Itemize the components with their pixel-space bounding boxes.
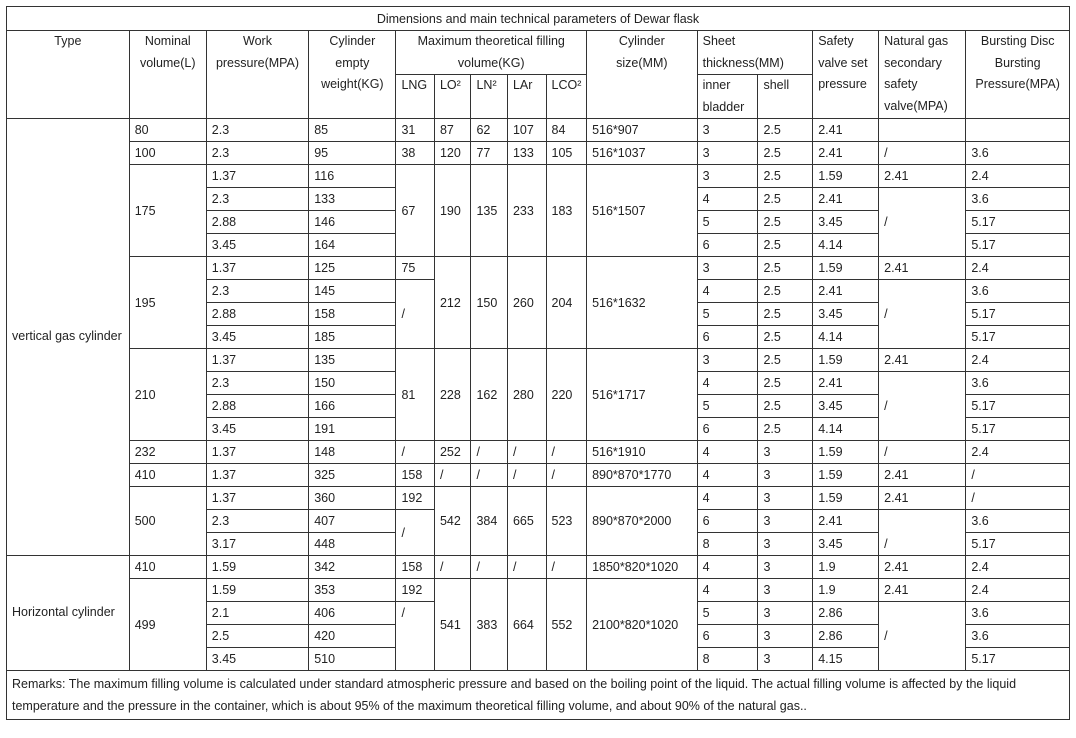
group-vertical: vertical gas cylinder: [7, 119, 130, 556]
cell-nominal-volume: 410: [129, 556, 206, 579]
cell-inner-bladder: 3: [697, 165, 758, 188]
cell-nominal-volume: 175: [129, 165, 206, 257]
cell-weight: 407: [309, 510, 396, 533]
cell-lng: /: [396, 602, 435, 671]
cell-weight: 150: [309, 372, 396, 395]
header-shell: shell: [758, 75, 813, 119]
cell-work-pressure: 3.45: [206, 648, 308, 671]
cell-nominal-volume: 80: [129, 119, 206, 142]
cell-inner-bladder: 8: [697, 648, 758, 671]
cell-safety-valve: 2.41: [813, 280, 879, 303]
cell-bursting-disc: 5.17: [966, 211, 1070, 234]
cell-shell: 2.5: [758, 257, 813, 280]
cell-natural-gas-valve: /: [879, 280, 966, 349]
cell-work-pressure: 2.3: [206, 372, 308, 395]
cell-weight: 420: [309, 625, 396, 648]
cell-nominal-volume: 499: [129, 579, 206, 671]
cell-ln2: /: [471, 441, 508, 464]
cell-lco2: 105: [546, 142, 587, 165]
cell-weight: 325: [309, 464, 396, 487]
cell-work-pressure: 1.37: [206, 441, 308, 464]
cell-cylinder-size: 516*1037: [587, 142, 698, 165]
cell-work-pressure: 3.45: [206, 418, 308, 441]
cell-work-pressure: 2.5: [206, 625, 308, 648]
cell-lo2: 87: [434, 119, 471, 142]
cell-lo2: 120: [434, 142, 471, 165]
cell-bursting-disc: 5.17: [966, 234, 1070, 257]
cell-safety-valve: 2.41: [813, 372, 879, 395]
cell-natural-gas-valve: [879, 119, 966, 142]
header-work-pressure: Work pressure(MPA): [206, 31, 308, 119]
cell-bursting-disc: 2.4: [966, 165, 1070, 188]
table-row: [7, 119, 1070, 142]
cell-shell: 2.5: [758, 326, 813, 349]
cell-weight: 125: [309, 257, 396, 280]
cell-inner-bladder: 5: [697, 211, 758, 234]
cell-safety-valve: 1.59: [813, 257, 879, 280]
cell-shell: 3: [758, 602, 813, 625]
cell-bursting-disc: 2.4: [966, 349, 1070, 372]
table-row: [7, 441, 1070, 464]
cell-ln2: 150: [471, 257, 508, 349]
cell-weight: 166: [309, 395, 396, 418]
cell-bursting-disc: 3.6: [966, 625, 1070, 648]
cell-lar: 133: [507, 142, 546, 165]
cell-bursting-disc: 2.4: [966, 556, 1070, 579]
cell-work-pressure: 2.3: [206, 280, 308, 303]
cell-work-pressure: 2.88: [206, 211, 308, 234]
header-lng: LNG: [396, 75, 435, 119]
cell-safety-valve: 3.45: [813, 211, 879, 234]
cell-lar: /: [507, 441, 546, 464]
cell-work-pressure: 1.37: [206, 487, 308, 510]
group-horizontal: Horizontal cylinder: [7, 556, 130, 671]
cell-natural-gas-valve: /: [879, 372, 966, 441]
cell-bursting-disc: 5.17: [966, 303, 1070, 326]
cell-lo2: 252: [434, 441, 471, 464]
cell-weight: 116: [309, 165, 396, 188]
cell-safety-valve: 1.9: [813, 579, 879, 602]
cell-weight: 145: [309, 280, 396, 303]
cell-nominal-volume: 100: [129, 142, 206, 165]
cell-natural-gas-valve: /: [879, 142, 966, 165]
cell-safety-valve: 1.59: [813, 349, 879, 372]
cell-shell: 2.5: [758, 142, 813, 165]
cell-natural-gas-valve: 2.41: [879, 349, 966, 372]
cell-inner-bladder: 6: [697, 510, 758, 533]
cell-nominal-volume: 210: [129, 349, 206, 441]
cell-lng: 158: [396, 556, 435, 579]
cell-safety-valve: 1.59: [813, 441, 879, 464]
cell-shell: 2.5: [758, 418, 813, 441]
cell-work-pressure: 1.37: [206, 349, 308, 372]
cell-safety-valve: 3.45: [813, 395, 879, 418]
cell-lco2: /: [546, 464, 587, 487]
cell-lco2: 204: [546, 257, 587, 349]
cell-bursting-disc: 2.4: [966, 579, 1070, 602]
cell-inner-bladder: 4: [697, 280, 758, 303]
cell-safety-valve: 1.59: [813, 464, 879, 487]
cell-safety-valve: 1.59: [813, 165, 879, 188]
cell-inner-bladder: 3: [697, 349, 758, 372]
cell-lng: 75: [396, 257, 435, 280]
cell-inner-bladder: 4: [697, 579, 758, 602]
cell-bursting-disc: /: [966, 487, 1070, 510]
cell-safety-valve: 4.14: [813, 418, 879, 441]
cell-natural-gas-valve: /: [879, 188, 966, 257]
cell-lar: 233: [507, 165, 546, 257]
table-row: [7, 142, 1070, 165]
cell-lng: 192: [396, 579, 435, 602]
cell-bursting-disc: 2.4: [966, 257, 1070, 280]
cell-nominal-volume: 410: [129, 464, 206, 487]
cell-bursting-disc: 3.6: [966, 602, 1070, 625]
cell-lng: /: [396, 441, 435, 464]
table-row: [7, 165, 1070, 188]
cell-safety-valve: 1.9: [813, 556, 879, 579]
cell-shell: 3: [758, 648, 813, 671]
cell-shell: 3: [758, 441, 813, 464]
cell-weight: 191: [309, 418, 396, 441]
cell-bursting-disc: 5.17: [966, 533, 1070, 556]
cell-natural-gas-valve: 2.41: [879, 556, 966, 579]
cell-natural-gas-valve: /: [879, 602, 966, 671]
table-row: [7, 579, 1070, 602]
dewar-spec-table: [6, 6, 1070, 720]
table-row: [7, 556, 1070, 579]
cell-lng: /: [396, 280, 435, 349]
cell-bursting-disc: 5.17: [966, 326, 1070, 349]
cell-weight: 146: [309, 211, 396, 234]
table-row: [7, 349, 1070, 372]
cell-safety-valve: 2.41: [813, 142, 879, 165]
cell-inner-bladder: 6: [697, 234, 758, 257]
cell-lar: 664: [507, 579, 546, 671]
cell-weight: 164: [309, 234, 396, 257]
cell-bursting-disc: 3.6: [966, 372, 1070, 395]
cell-lar: /: [507, 556, 546, 579]
cell-shell: 3: [758, 510, 813, 533]
cell-bursting-disc: 3.6: [966, 188, 1070, 211]
cell-work-pressure: 1.59: [206, 579, 308, 602]
cell-weight: 353: [309, 579, 396, 602]
cell-lco2: 552: [546, 579, 587, 671]
header-lar: LAr: [507, 75, 546, 119]
cell-natural-gas-valve: 2.41: [879, 464, 966, 487]
header-nominal-volume: Nominal volume(L): [129, 31, 206, 119]
cell-lco2: 220: [546, 349, 587, 441]
cell-bursting-disc: 5.17: [966, 418, 1070, 441]
cell-work-pressure: 3.45: [206, 326, 308, 349]
cell-safety-valve: 1.59: [813, 487, 879, 510]
cell-work-pressure: 1.59: [206, 556, 308, 579]
cell-work-pressure: 2.3: [206, 119, 308, 142]
table-row: [7, 487, 1070, 510]
cell-weight: 95: [309, 142, 396, 165]
cell-weight: 135: [309, 349, 396, 372]
cell-safety-valve: 4.14: [813, 234, 879, 257]
cell-lng: 31: [396, 119, 435, 142]
cell-shell: 3: [758, 625, 813, 648]
cell-shell: 3: [758, 464, 813, 487]
cell-work-pressure: 2.1: [206, 602, 308, 625]
header-lo2: LO²: [434, 75, 471, 119]
cell-bursting-disc: 3.6: [966, 142, 1070, 165]
cell-cylinder-size: 1850*820*1020: [587, 556, 698, 579]
cell-nominal-volume: 195: [129, 257, 206, 349]
cell-lng: 158: [396, 464, 435, 487]
cell-lo2: 228: [434, 349, 471, 441]
cell-weight: 133: [309, 188, 396, 211]
cell-safety-valve: 3.45: [813, 533, 879, 556]
cell-ln2: 135: [471, 165, 508, 257]
cell-natural-gas-valve: 2.41: [879, 257, 966, 280]
cell-inner-bladder: 4: [697, 556, 758, 579]
header-ln2: LN²: [471, 75, 508, 119]
cell-shell: 3: [758, 487, 813, 510]
cell-lng: 81: [396, 349, 435, 441]
header-sheet-thickness: Sheet thickness(MM): [697, 31, 813, 75]
cell-shell: 3: [758, 579, 813, 602]
cell-lng: 192: [396, 487, 435, 510]
cell-lo2: 212: [434, 257, 471, 349]
cell-inner-bladder: 6: [697, 326, 758, 349]
cell-shell: 2.5: [758, 188, 813, 211]
cell-natural-gas-valve: 2.41: [879, 579, 966, 602]
cell-inner-bladder: 5: [697, 395, 758, 418]
cell-lco2: /: [546, 556, 587, 579]
cell-bursting-disc: [966, 119, 1070, 142]
header-bursting-disc: Bursting Disc Bursting Pressure(MPA): [966, 31, 1070, 119]
cell-lar: /: [507, 464, 546, 487]
header-lco2: LCO²: [546, 75, 587, 119]
cell-safety-valve: 3.45: [813, 303, 879, 326]
cell-inner-bladder: 3: [697, 257, 758, 280]
table-title: Dimensions and main technical parameters of Dewar flask: [7, 7, 1070, 31]
cell-cylinder-size: 516*1632: [587, 257, 698, 349]
cell-safety-valve: 4.14: [813, 326, 879, 349]
cell-weight: 448: [309, 533, 396, 556]
cell-work-pressure: 3.17: [206, 533, 308, 556]
remarks: Remarks: The maximum filling volume is calculated under standard atmospheric pressure and based on the boiling point of the liquid. The actual filling volume is affected by the liquid temperature and the pressure in the container, which is about 95% of the maximum theoretical filling volume, and about 90% of the natural gas..: [7, 671, 1070, 720]
cell-ln2: 162: [471, 349, 508, 441]
header-max-filling: Maximum theoretical filling volume(KG): [396, 31, 587, 75]
cell-weight: 406: [309, 602, 396, 625]
cell-lco2: 523: [546, 487, 587, 556]
cell-cylinder-size: 516*1507: [587, 165, 698, 257]
cell-bursting-disc: 5.17: [966, 648, 1070, 671]
cell-lo2: 541: [434, 579, 471, 671]
cell-lng: 67: [396, 165, 435, 257]
cell-ln2: /: [471, 556, 508, 579]
header-cylinder-weight: Cylinder empty weight(KG): [309, 31, 396, 119]
cell-safety-valve: 2.41: [813, 119, 879, 142]
cell-cylinder-size: 516*1717: [587, 349, 698, 441]
cell-natural-gas-valve: 2.41: [879, 487, 966, 510]
cell-natural-gas-valve: 2.41: [879, 165, 966, 188]
cell-safety-valve: 2.41: [813, 510, 879, 533]
cell-inner-bladder: 4: [697, 441, 758, 464]
cell-inner-bladder: 8: [697, 533, 758, 556]
cell-cylinder-size: 2100*820*1020: [587, 579, 698, 671]
header-cylinder-size: Cylinder size(MM): [587, 31, 698, 119]
header-inner-bladder: inner bladder: [697, 75, 758, 119]
cell-lo2: 190: [434, 165, 471, 257]
cell-shell: 2.5: [758, 303, 813, 326]
cell-cylinder-size: 516*1910: [587, 441, 698, 464]
cell-nominal-volume: 500: [129, 487, 206, 556]
cell-natural-gas-valve: /: [879, 510, 966, 556]
cell-weight: 158: [309, 303, 396, 326]
cell-lco2: /: [546, 441, 587, 464]
cell-weight: 510: [309, 648, 396, 671]
cell-safety-valve: 2.86: [813, 602, 879, 625]
cell-work-pressure: 1.37: [206, 165, 308, 188]
cell-lar: 665: [507, 487, 546, 556]
cell-lng: /: [396, 510, 435, 556]
cell-bursting-disc: 2.4: [966, 441, 1070, 464]
cell-lo2: 542: [434, 487, 471, 556]
cell-lco2: 183: [546, 165, 587, 257]
cell-lar: 107: [507, 119, 546, 142]
cell-cylinder-size: 516*907: [587, 119, 698, 142]
cell-work-pressure: 1.37: [206, 464, 308, 487]
cell-inner-bladder: 3: [697, 119, 758, 142]
spec-table-container: [6, 6, 1070, 720]
cell-shell: 2.5: [758, 280, 813, 303]
cell-shell: 2.5: [758, 395, 813, 418]
cell-work-pressure: 2.88: [206, 395, 308, 418]
cell-ln2: 383: [471, 579, 508, 671]
cell-shell: 2.5: [758, 165, 813, 188]
cell-inner-bladder: 4: [697, 372, 758, 395]
cell-inner-bladder: 4: [697, 188, 758, 211]
cell-ln2: 62: [471, 119, 508, 142]
cell-work-pressure: 1.37: [206, 257, 308, 280]
header-safety-valve: Safety valve set pressure: [813, 31, 879, 119]
cell-weight: 185: [309, 326, 396, 349]
cell-weight: 85: [309, 119, 396, 142]
cell-lo2: /: [434, 556, 471, 579]
table-row: [7, 257, 1070, 280]
cell-safety-valve: 2.41: [813, 188, 879, 211]
cell-inner-bladder: 4: [697, 464, 758, 487]
cell-shell: 2.5: [758, 211, 813, 234]
cell-lng: 38: [396, 142, 435, 165]
cell-inner-bladder: 3: [697, 142, 758, 165]
cell-work-pressure: 3.45: [206, 234, 308, 257]
cell-cylinder-size: 890*870*2000: [587, 487, 698, 556]
header-natural-gas-valve: Natural gas secondary safety valve(MPA): [879, 31, 966, 119]
cell-safety-valve: 4.15: [813, 648, 879, 671]
cell-work-pressure: 2.3: [206, 510, 308, 533]
cell-bursting-disc: 5.17: [966, 395, 1070, 418]
cell-inner-bladder: 6: [697, 418, 758, 441]
cell-ln2: /: [471, 464, 508, 487]
cell-inner-bladder: 5: [697, 303, 758, 326]
cell-lar: 260: [507, 257, 546, 349]
cell-inner-bladder: 6: [697, 625, 758, 648]
cell-inner-bladder: 5: [697, 602, 758, 625]
cell-shell: 3: [758, 533, 813, 556]
table-row: [7, 464, 1070, 487]
cell-work-pressure: 2.88: [206, 303, 308, 326]
cell-bursting-disc: 3.6: [966, 280, 1070, 303]
cell-bursting-disc: /: [966, 464, 1070, 487]
cell-ln2: 384: [471, 487, 508, 556]
cell-lar: 280: [507, 349, 546, 441]
cell-shell: 2.5: [758, 349, 813, 372]
cell-work-pressure: 2.3: [206, 142, 308, 165]
cell-lco2: 84: [546, 119, 587, 142]
cell-bursting-disc: 3.6: [966, 510, 1070, 533]
cell-inner-bladder: 4: [697, 487, 758, 510]
cell-lo2: /: [434, 464, 471, 487]
header-type: Type: [7, 31, 130, 119]
cell-natural-gas-valve: /: [879, 441, 966, 464]
cell-weight: 360: [309, 487, 396, 510]
cell-cylinder-size: 890*870*1770: [587, 464, 698, 487]
cell-shell: 2.5: [758, 119, 813, 142]
cell-safety-valve: 2.86: [813, 625, 879, 648]
cell-nominal-volume: 232: [129, 441, 206, 464]
cell-shell: 2.5: [758, 234, 813, 257]
cell-shell: 3: [758, 556, 813, 579]
cell-shell: 2.5: [758, 372, 813, 395]
cell-weight: 342: [309, 556, 396, 579]
cell-weight: 148: [309, 441, 396, 464]
cell-ln2: 77: [471, 142, 508, 165]
cell-work-pressure: 2.3: [206, 188, 308, 211]
